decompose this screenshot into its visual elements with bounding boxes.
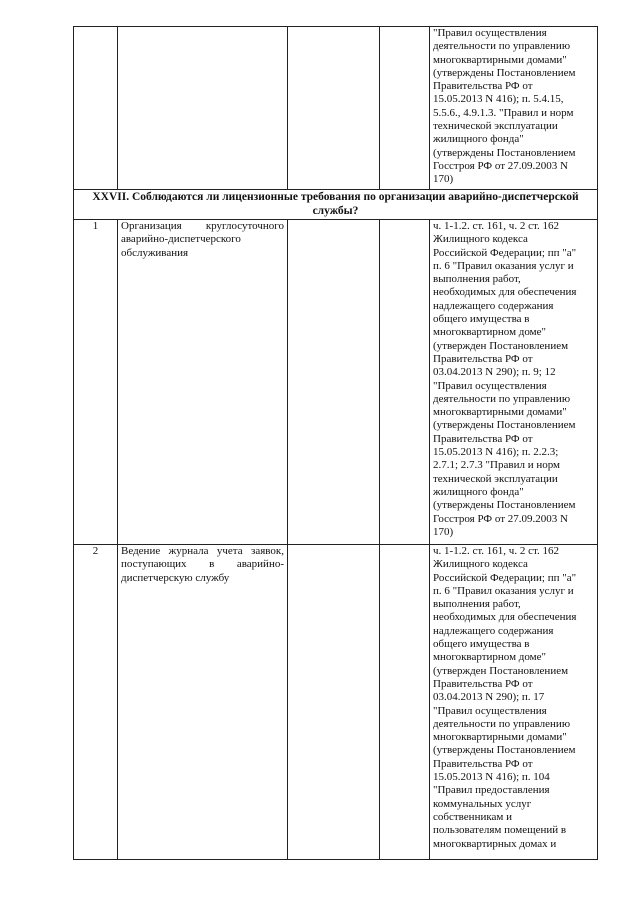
section-header-row xyxy=(74,190,598,220)
reference-text: ч. 1-1.2. ст. 161, ч. 2 ст. 162 Жилищного кодекса Российской Федерации; пп "а" п. 6 "Правил оказания услуг и выполнения работ, необходимых для обеспечения надлежащего содержания общего имущества в многоквартирном доме" (утвержден Постановлением Правительства РФ от 03.04.2013 N 290); п. 9; 12 "Правил осуществления деятельности по управлению многоквартирными домами" (утверждены Постановлением Правительства РФ от 15.05.2013 N 416); п. 2.2.3; 2.7.1; 2.7.3 "Правил и норм технической эксплуатации жилищного фонда" (утверждены Постановлением Госстроя РФ от 27.09.2003 N 170) xyxy=(430,220,598,545)
empty-cell xyxy=(288,27,380,190)
empty-cell xyxy=(380,27,430,190)
empty-cell xyxy=(380,220,430,545)
empty-cell xyxy=(288,220,380,545)
table-row-continued xyxy=(74,27,598,190)
requirement-text: Организация круглосуточного аварийно-диспетчерского обслуживания xyxy=(118,220,288,545)
row-number: 1 xyxy=(74,220,118,545)
table-row xyxy=(74,545,598,860)
section-header: XXVII. Соблюдаются ли лицензионные требования по организации аварийно-диспетчерской службы? xyxy=(74,190,598,220)
checklist-table xyxy=(73,26,598,860)
empty-cell xyxy=(288,545,380,860)
requirement-cell xyxy=(118,27,288,190)
row-number-cell xyxy=(74,27,118,190)
table-row xyxy=(74,220,598,545)
reference-cell: "Правил осуществления деятельности по управлению многоквартирными домами" (утверждены Постановлением Правительства РФ от 15.05.2013 N 416); п. 5.4.15, 5.5.6., 4.9.1.3. "Правил и норм технической эксплуатации жилищного фонда" (утверждены Постановлением Госстроя РФ от 27.09.2003 N 170) xyxy=(430,27,598,190)
empty-cell xyxy=(380,545,430,860)
reference-text: ч. 1-1.2. ст. 161, ч. 2 ст. 162 Жилищного кодекса Российской Федерации; пп "а" п. 6 "Правил оказания услуг и выполнения работ, необходимых для обеспечения надлежащего содержания общего имущества в многоквартирном доме" (утвержден Постановлением Правительства РФ от 03.04.2013 N 290); п. 17 "Правил осуществления деятельности по управлению многоквартирными домами" (утверждены Постановлением Правительства РФ от 15.05.2013 N 416); п. 104 "Правил предоставления коммунальных услуг собственникам и пользователям помещений в многоквартирных домах и xyxy=(430,545,598,860)
requirement-text: Ведение журнала учета заявок, поступающих в аварийно-диспетчерскую службу xyxy=(118,545,288,860)
row-number: 2 xyxy=(74,545,118,860)
